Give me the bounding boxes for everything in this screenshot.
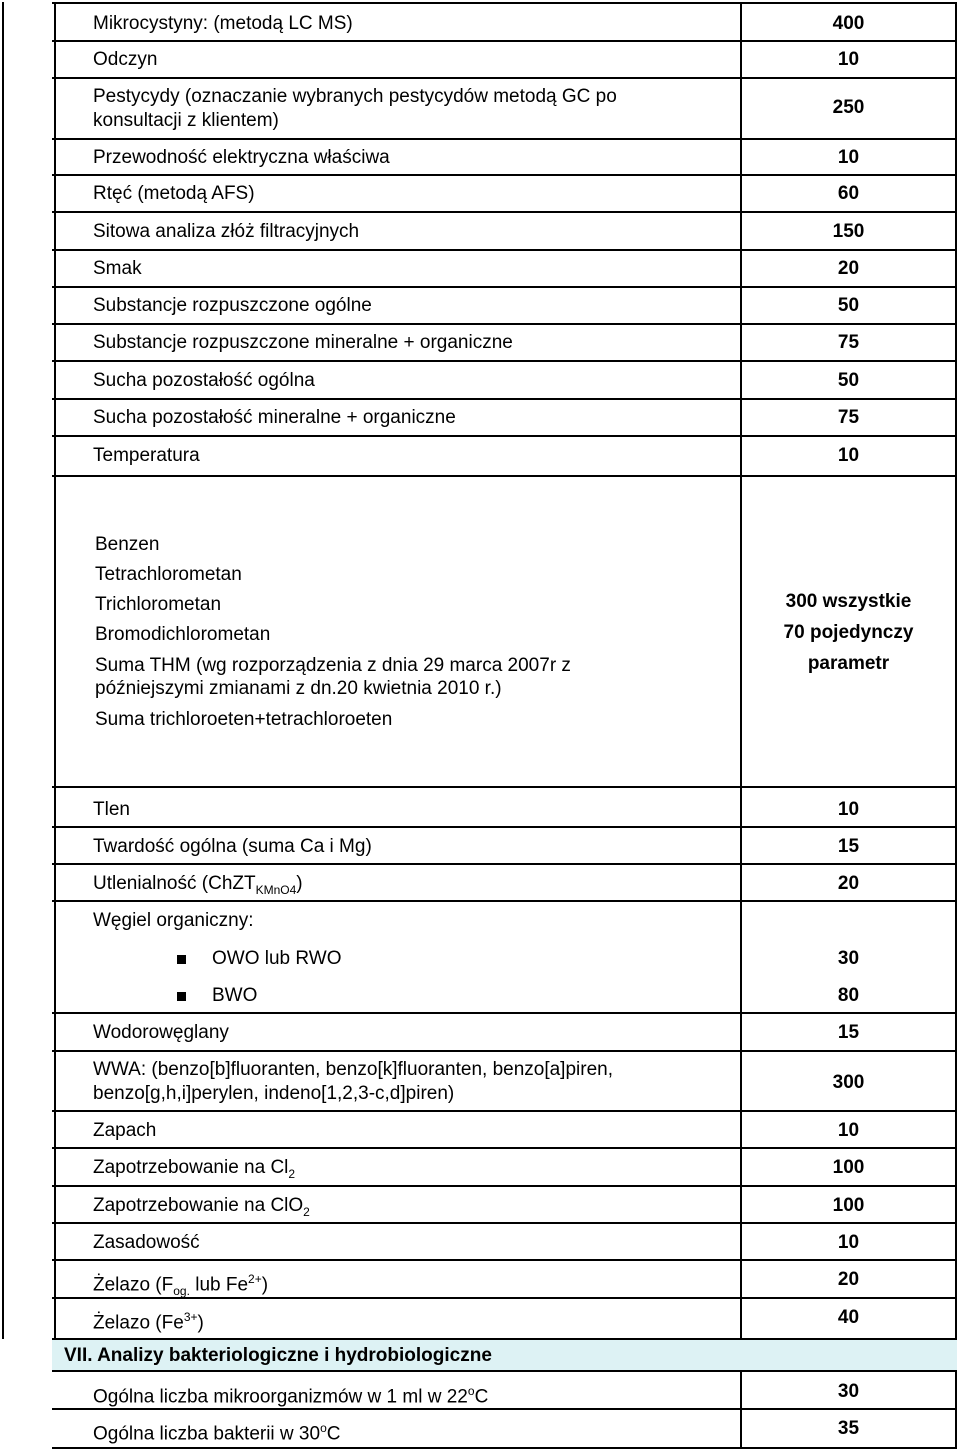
table-row (52, 176, 957, 213)
row-value: 10 (837, 147, 860, 168)
row-label: Substancje rozpuszczone mineralne + organiczne (93, 332, 513, 353)
section-title: VII. Analizy bakteriologiczne i hydrobiologiczne (64, 1345, 492, 1366)
row-value: 75 (837, 407, 860, 428)
table-row (52, 1372, 957, 1410)
row-value: 10 (837, 1232, 860, 1253)
row-value: 20 (837, 258, 860, 279)
table-row (52, 325, 957, 362)
row-label: Ogólna liczba bakterii w 30$^o$C (93, 1421, 341, 1445)
table-row (52, 400, 957, 437)
row-value: 40 (837, 1307, 860, 1328)
row-label: Sucha pozostałość mineralne + organiczne (93, 407, 456, 428)
table-row (52, 362, 957, 400)
table-row (52, 1052, 957, 1112)
row-label: Odczyn (93, 49, 158, 70)
row-value: 30 (837, 1381, 860, 1402)
row-value: 10 (837, 799, 860, 820)
row-value: 100 (832, 1157, 865, 1178)
table-row (52, 437, 957, 477)
row-value: 300 (832, 1072, 865, 1093)
row-label: Utlenialność (ChZT$_{KMnO4}$) (93, 873, 303, 897)
row-label: Zapach (93, 1120, 157, 1141)
table-row (52, 865, 957, 902)
row-value: 50 (837, 295, 860, 316)
thm-line: późniejszymi zmianami z dn.20 kwietnia 2010 r.) (95, 678, 502, 699)
voc-price: parametr (807, 653, 890, 674)
row-value: 400 (832, 13, 865, 34)
row-value: 60 (837, 183, 860, 204)
table-row (52, 79, 957, 140)
row-value: 100 (832, 1195, 865, 1216)
row-label: BWO (212, 985, 258, 1006)
row-label: Tlen (93, 799, 130, 820)
row-value: 15 (837, 1022, 860, 1043)
row-value: 35 (837, 1418, 860, 1439)
table-row (52, 902, 957, 1014)
table-row (52, 140, 957, 176)
row-label: Zapotrzebowanie na $Cl_2$ (93, 1157, 296, 1181)
row-label: Sitowa analiza złóż filtracyjnych (93, 221, 360, 242)
row-label: Pestycydy (oznaczanie wybranych pestycydów metodą GC po (93, 86, 617, 107)
row-label: Rtęć (metodą AFS) (93, 183, 255, 204)
table-row (52, 1261, 957, 1299)
row-value: 10 (837, 1120, 860, 1141)
table-row (52, 788, 957, 828)
row-label: Żelazo ($F_{og.}$ lub $Fe^{2+}$) (93, 1272, 269, 1299)
table-row (52, 1299, 957, 1338)
row-label: Mikrocystyny: (metodą LC MS) (93, 13, 353, 34)
table-row (52, 1224, 957, 1261)
table-row (52, 828, 957, 865)
row-label: Żelazo $(Fe^{3+})$ (93, 1310, 204, 1334)
left-margin-column (2, 2, 56, 1339)
row-label: Sucha pozostałość ogólna (93, 370, 315, 391)
row-value: 75 (837, 332, 860, 353)
row-label: OWO lub RWO (212, 948, 342, 969)
table-row (52, 288, 957, 325)
table-row (52, 42, 957, 79)
row-label: Wodorowęglany (93, 1022, 229, 1043)
row-label: Temperatura (93, 445, 200, 466)
table-row (52, 1149, 957, 1187)
voc-price: 300 wszystkie (785, 591, 912, 612)
row-label: WWA: (benzo[b]fluoranten, benzo[k]fluoranten, benzo[a]piren, (93, 1059, 613, 1080)
table-row (52, 251, 957, 288)
voc-item: Benzen (95, 534, 160, 555)
row-label: konsultacji z klientem) (93, 110, 279, 131)
table-row (52, 1014, 957, 1052)
row-label: Węgiel organiczny: (93, 910, 254, 931)
voc-item: Tetrachlorometan (95, 564, 242, 585)
table-row (52, 1187, 957, 1224)
bullet-icon (177, 992, 186, 1001)
row-label: Substancje rozpuszczone ogólne (93, 295, 372, 316)
table-row (52, 1410, 957, 1449)
section-header (52, 1338, 957, 1372)
row-value: 50 (837, 370, 860, 391)
voc-block-row (52, 477, 957, 788)
voc-item: Bromodichlorometan (95, 624, 271, 645)
thm-line: Suma THM (wg rozporządzenia z dnia 29 marca 2007r z (95, 655, 571, 676)
table-row (52, 1112, 957, 1149)
row-label: Smak (93, 258, 142, 279)
row-value: 80 (837, 985, 860, 1006)
row-value: 150 (832, 221, 865, 242)
row-label: Przewodność elektryczna właściwa (93, 147, 390, 168)
row-label: Twardość ogólna (suma Ca i Mg) (93, 836, 372, 857)
row-label: Zapotrzebowanie na ClO$_2$ (93, 1195, 310, 1219)
row-label: benzo[g,h,i]perylen, indeno[1,2,3-c,d]piren) (93, 1083, 455, 1104)
voc-item: Suma trichloroeten+tetrachloroeten (95, 709, 393, 730)
row-value: 10 (837, 445, 860, 466)
row-value: 250 (832, 97, 865, 118)
row-value: 30 (837, 948, 860, 969)
bullet-icon (177, 955, 186, 964)
row-value: 15 (837, 836, 860, 857)
row-value: 10 (837, 49, 860, 70)
row-label: Zasadowość (93, 1232, 200, 1253)
row-label: Ogólna liczba mikroorganizmów w 1 ml w 22$^o$C (93, 1384, 489, 1408)
voc-price: 70 pojedynczy (783, 622, 914, 643)
voc-item: Trichlorometan (95, 594, 222, 615)
row-value: 20 (837, 873, 860, 894)
row-value: 20 (837, 1269, 860, 1290)
table-row (52, 213, 957, 251)
table-row (52, 2, 957, 42)
